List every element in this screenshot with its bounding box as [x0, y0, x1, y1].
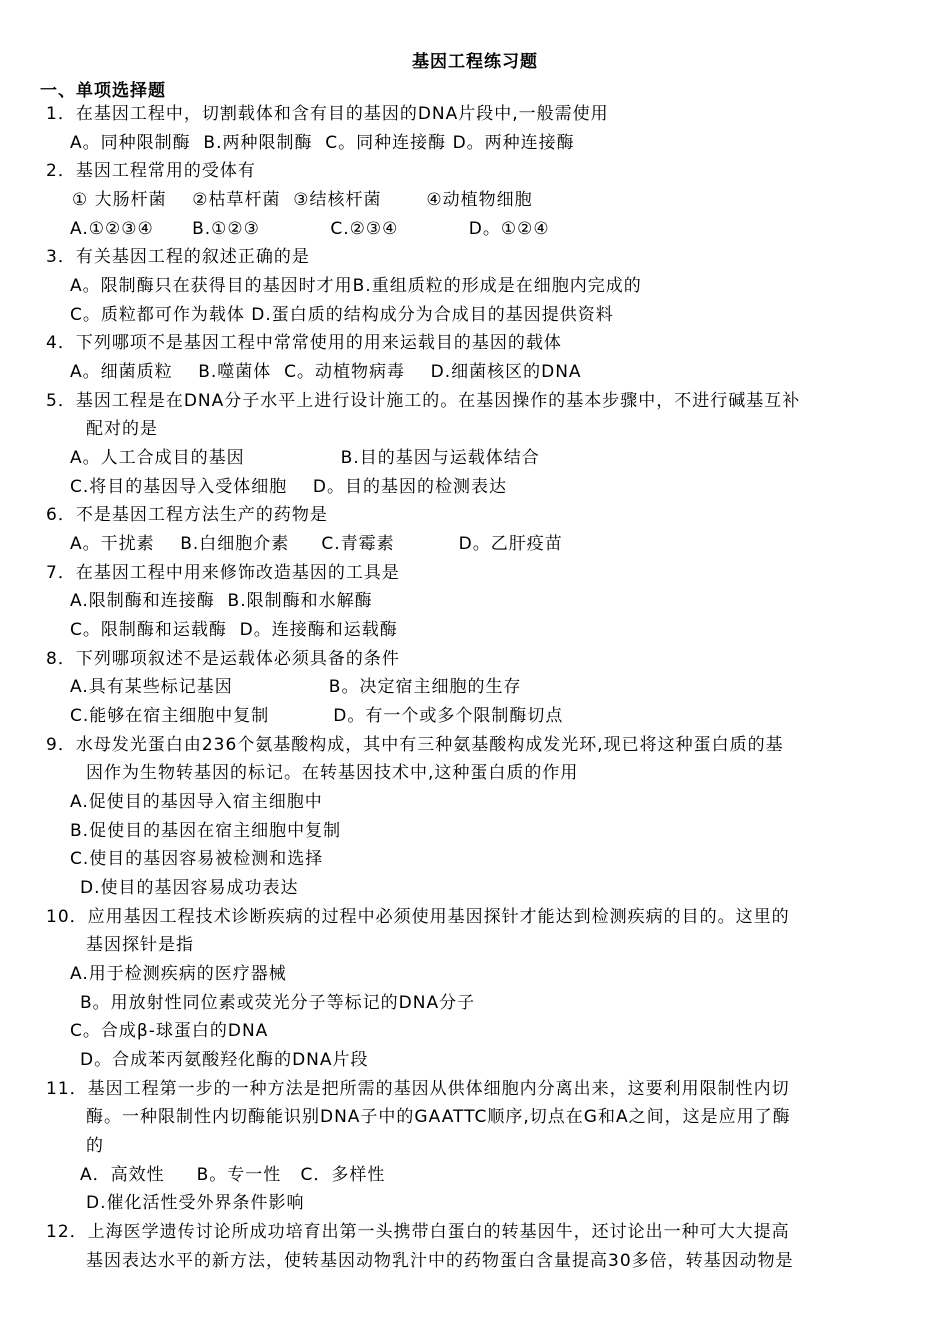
question-options: A.限制酶和连接酶 B.限制酶和水解酶 [70, 591, 373, 611]
question-options: B.促使目的基因在宿主细胞中复制 [70, 821, 342, 841]
question-stem: 7．在基因工程中用来修饰改造基因的工具是 [46, 563, 400, 583]
question-stem: 2．基因工程常用的受体有 [46, 161, 256, 181]
question-options: A．高效性 B。专一性 C．多样性 [80, 1165, 386, 1185]
question-stem: 3．有关基因工程的叙述正确的是 [46, 247, 310, 267]
question-stem: 9．水母发光蛋白由236个氨基酸构成，其中有三种氨基酸构成发光环,现已将这种蛋白质的基 [46, 735, 784, 755]
question-options: C.能够在宿主细胞中复制 D。有一个或多个限制酶切点 [70, 706, 564, 726]
question-options: A。限制酶只在获得目的基因时才用B.重组质粒的形成是在细胞内完成的 [70, 276, 642, 296]
question-options: B。用放射性同位素或荧光分子等标记的DNA分子 [80, 993, 476, 1013]
question-options: C.将目的基因导入受体细胞 D。目的基因的检测表达 [70, 477, 507, 497]
question-options: A。干扰素 B.白细胞介素 C.青霉素 D。乙肝疫苗 [70, 534, 563, 554]
question-options: A.①②③④ B.①②③ C.②③④ D。①②④ [70, 219, 550, 239]
question-options: D.催化活性受外界条件影响 [86, 1193, 305, 1213]
question-stem: 8．下列哪项叙述不是运载体必须具备的条件 [46, 649, 400, 669]
question-options: A.用于检测疾病的医疗器械 [70, 964, 287, 984]
question-options: D。合成苯丙氨酸羟化酶的DNA片段 [80, 1050, 369, 1070]
question-stem: 因作为生物转基因的标记。在转基因技术中,这种蛋白质的作用 [86, 763, 579, 783]
question-options: D.使目的基因容易成功表达 [80, 878, 299, 898]
question-stem: 1．在基因工程中，切割载体和含有目的基因的DNA片段中,一般需使用 [46, 104, 609, 124]
question-stem: 12．上海医学遗传讨论所成功培育出第一头携带白蛋白的转基因牛，还讨论出一种可大大提高 [46, 1222, 790, 1242]
question-options: C.使目的基因容易被检测和选择 [70, 849, 324, 869]
page-title: 基因工程练习题 [412, 52, 538, 72]
question-stem: 5．基因工程是在DNA分子水平上进行设计施工的。在基因操作的基本步骤中，不进行碱基互补 [46, 391, 801, 411]
question-stem: 基因表达水平的新方法，使转基因动物乳汁中的药物蛋白含量提高30多倍，转基因动物是 [86, 1251, 794, 1271]
question-options: A。同种限制酶 B.两种限制酶 C。同种连接酶 D。两种连接酶 [70, 133, 575, 153]
question-options: A.促使目的基因导入宿主细胞中 [70, 792, 323, 812]
question-options: ① 大肠杆菌 ②枯草杆菌 ③结核杆菌 ④动植物细胞 [72, 190, 533, 210]
question-options: C。限制酶和运载酶 D。连接酶和运载酶 [70, 620, 398, 640]
question-stem: 10．应用基因工程技术诊断疾病的过程中必须使用基因探针才能达到检测疾病的目的。这里的 [46, 907, 790, 927]
question-stem: 基因探针是指 [86, 935, 194, 955]
question-options: C。合成β-球蛋白的DNA [70, 1021, 269, 1041]
question-options: A。细菌质粒 B.噬菌体 C。动植物病毒 D.细菌核区的DNA [70, 362, 582, 382]
question-stem: 4．下列哪项不是基因工程中常常使用的用来运载目的基因的载体 [46, 333, 562, 353]
section-heading: 一、单项选择题 [40, 81, 166, 101]
question-stem: 11．基因工程第一步的一种方法是把所需的基因从供体细胞内分离出来，这要利用限制性内切 [46, 1079, 790, 1099]
question-stem: 6．不是基因工程方法生产的药物是 [46, 505, 328, 525]
question-stem: 配对的是 [86, 419, 158, 439]
question-options: A。人工合成目的基因 B.目的基因与运载体结合 [70, 448, 540, 468]
question-stem: 的 [86, 1136, 104, 1156]
question-options: C。质粒都可作为载体 D.蛋白质的结构成分为合成目的基因提供资料 [70, 305, 614, 325]
question-options: A.具有某些标记基因 B。决定宿主细胞的生存 [70, 677, 522, 697]
question-stem: 酶。一种限制性内切酶能识别DNA子中的GAATTC顺序,切点在G和A之间，这是应用了酶 [86, 1107, 791, 1127]
